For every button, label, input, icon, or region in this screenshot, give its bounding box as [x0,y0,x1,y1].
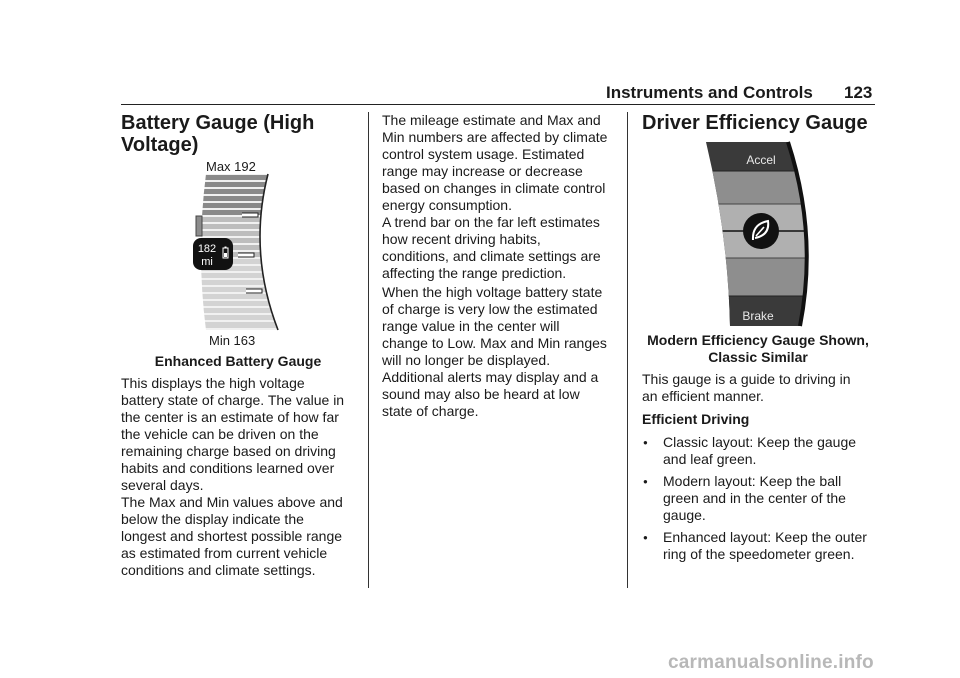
trend-bar [196,216,202,236]
brake-zone [700,258,816,296]
section-title: Instruments and Controls [606,83,813,102]
battery-paragraph-2: The Max and Min values above and below the display indicate the longest and shortest possible range as estimated from current vehicle conditions and climate settings. [121,494,343,578]
accel-label: Accel [746,153,776,167]
battery-heading-line2: Voltage) [121,134,199,156]
efficiency-intro: This gauge is a guide to driving in an efficient manner. [642,371,851,404]
bullet-icon: ● [643,438,648,447]
range-unit: mi [201,256,213,268]
bullet-enhanced: ● Enhanced layout: Keep the outer ring of the speedometer green. [643,529,867,562]
range-value: 182 [197,243,217,255]
middle-paragraph-1: The mileage estimate and Max and Min numbers are affected by climate control system usage. Estimated range may increase or decrease based on changes in climate control energy consumption. [382,112,608,213]
battery-min-label: Min 163 [209,333,256,348]
battery-max-label: Max 192 [206,159,256,174]
watermark: carmanualsonline.info [668,652,874,673]
brake-label: Brake [742,309,774,323]
bullet-icon: ● [643,477,648,486]
efficiency-caption-line2: Classic Similar [708,349,808,365]
battery-heading-line1: Battery Gauge (High [121,112,315,134]
battery-gauge [190,172,286,332]
bullet-modern: ● Modern layout: Keep the ball green and in the center of the gauge. [643,473,846,523]
bullet-classic: ● Classic layout: Keep the gauge and leaf green. [643,434,857,467]
column-divider-right [627,112,628,588]
bullet-icon: ● [643,533,648,542]
page-number: 123 [844,83,873,102]
efficiency-caption-line1: Modern Efficiency Gauge Shown, [647,332,869,348]
efficiency-ball-icon [743,213,779,249]
battery-paragraph-1: This displays the high voltage battery state of charge. The value in the center is an estimate of how far the vehicle can be driven on the remaining charge based on driving habits and conditions learned over several days. [121,375,345,493]
middle-paragraph-3: When the high voltage battery state of charge is very low the estimated range value in the center will change to Low. Max and Min ranges will no longer be displayed. Additional alerts may display and a sound may also be heard at low state of charge. [382,284,607,419]
battery-caption: Enhanced Battery Gauge [154,353,322,369]
column-divider-left [368,112,369,588]
header-rule [121,104,875,105]
efficiency-gauge [700,140,816,328]
efficiency-heading: Driver Efficiency Gauge [642,112,868,134]
middle-paragraph-2: A trend bar on the far left estimates how recent driving habits, conditions, and climate settings are affecting the range prediction. [382,214,601,281]
efficient-driving-subheading: Efficient Driving [642,411,750,427]
